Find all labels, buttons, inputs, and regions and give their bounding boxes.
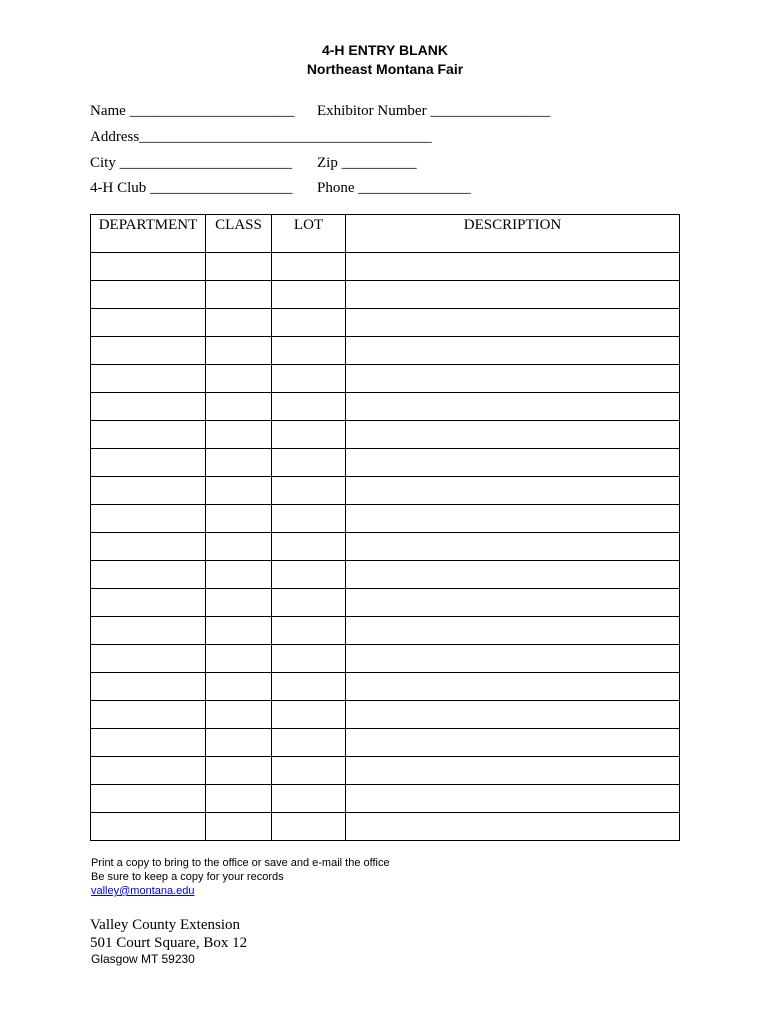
cell-department[interactable] — [91, 645, 206, 673]
cell-class[interactable] — [206, 785, 272, 813]
cell-description[interactable] — [346, 365, 680, 393]
cell-lot[interactable] — [272, 505, 346, 533]
cell-description[interactable] — [346, 757, 680, 785]
cell-class[interactable] — [206, 309, 272, 337]
club-field[interactable]: 4-H Club ___________________ — [90, 180, 293, 196]
form-header — [0, 41, 770, 79]
cell-department[interactable] — [91, 449, 206, 477]
table-row — [91, 365, 680, 393]
cell-lot[interactable] — [272, 673, 346, 701]
cell-lot[interactable] — [272, 309, 346, 337]
table-header-row — [91, 215, 680, 253]
cell-department[interactable] — [91, 253, 206, 281]
cell-department[interactable] — [91, 701, 206, 729]
entry-table — [90, 214, 680, 841]
cell-class[interactable] — [206, 813, 272, 841]
footer-note-keep: Be sure to keep a copy for your records — [91, 871, 284, 883]
table-row — [91, 617, 680, 645]
cell-description[interactable] — [346, 813, 680, 841]
cell-department[interactable] — [91, 533, 206, 561]
cell-class[interactable] — [206, 645, 272, 673]
cell-description[interactable] — [346, 477, 680, 505]
cell-description[interactable] — [346, 309, 680, 337]
table-row — [91, 309, 680, 337]
cell-class[interactable] — [206, 421, 272, 449]
cell-class[interactable] — [206, 337, 272, 365]
cell-department[interactable] — [91, 337, 206, 365]
cell-department[interactable] — [91, 757, 206, 785]
address-field[interactable]: Address_______________________________________ — [90, 129, 432, 145]
table-row — [91, 337, 680, 365]
cell-class[interactable] — [206, 617, 272, 645]
phone-field[interactable]: Phone _______________ — [317, 180, 471, 196]
table-row — [91, 589, 680, 617]
org-street: 501 Court Square, Box 12 — [90, 935, 248, 951]
cell-department[interactable] — [91, 589, 206, 617]
cell-lot[interactable] — [272, 729, 346, 757]
cell-lot[interactable] — [272, 421, 346, 449]
cell-department[interactable] — [91, 813, 206, 841]
cell-department[interactable] — [91, 617, 206, 645]
cell-lot[interactable] — [272, 617, 346, 645]
cell-lot[interactable] — [272, 533, 346, 561]
header-class: CLASS — [206, 215, 272, 253]
cell-class[interactable] — [206, 561, 272, 589]
cell-class[interactable] — [206, 477, 272, 505]
cell-description[interactable] — [346, 393, 680, 421]
cell-lot[interactable] — [272, 589, 346, 617]
table-row — [91, 421, 680, 449]
cell-class[interactable] — [206, 365, 272, 393]
cell-class[interactable] — [206, 589, 272, 617]
table-row — [91, 477, 680, 505]
cell-lot[interactable] — [272, 701, 346, 729]
cell-department[interactable] — [91, 477, 206, 505]
cell-description[interactable] — [346, 505, 680, 533]
table-row — [91, 393, 680, 421]
cell-department[interactable] — [91, 365, 206, 393]
cell-lot[interactable] — [272, 813, 346, 841]
cell-description[interactable] — [346, 533, 680, 561]
cell-lot[interactable] — [272, 645, 346, 673]
cell-department[interactable] — [91, 673, 206, 701]
table-row — [91, 533, 680, 561]
table-row — [91, 561, 680, 589]
cell-description[interactable] — [346, 617, 680, 645]
cell-description[interactable] — [346, 337, 680, 365]
cell-description[interactable] — [346, 729, 680, 757]
table-row — [91, 729, 680, 757]
cell-description[interactable] — [346, 253, 680, 281]
cell-lot[interactable] — [272, 757, 346, 785]
cell-lot[interactable] — [272, 393, 346, 421]
cell-class[interactable] — [206, 533, 272, 561]
cell-description[interactable] — [346, 589, 680, 617]
cell-lot[interactable] — [272, 477, 346, 505]
exhibitor-number-field[interactable]: Exhibitor Number ________________ — [317, 103, 551, 119]
name-field[interactable]: Name ______________________ — [90, 103, 295, 119]
zip-field[interactable]: Zip __________ — [317, 155, 417, 171]
cell-department[interactable] — [91, 281, 206, 309]
cell-class[interactable] — [206, 505, 272, 533]
cell-class[interactable] — [206, 449, 272, 477]
cell-class[interactable] — [206, 757, 272, 785]
org-city-state: Glasgow MT 59230 — [91, 952, 195, 966]
cell-lot[interactable] — [272, 449, 346, 477]
cell-class[interactable] — [206, 393, 272, 421]
table-row — [91, 757, 680, 785]
city-field[interactable]: City _______________________ — [90, 155, 293, 171]
table-row — [91, 785, 680, 813]
table-row — [91, 701, 680, 729]
header-lot: LOT — [272, 215, 346, 253]
header-description: DESCRIPTION — [346, 215, 680, 253]
cell-class[interactable] — [206, 281, 272, 309]
table-row — [91, 505, 680, 533]
cell-class[interactable] — [206, 701, 272, 729]
cell-description[interactable] — [346, 281, 680, 309]
table-row — [91, 449, 680, 477]
cell-lot[interactable] — [272, 253, 346, 281]
cell-lot[interactable] — [272, 281, 346, 309]
cell-class[interactable] — [206, 253, 272, 281]
cell-description[interactable] — [346, 449, 680, 477]
email-link[interactable]: valley@montana.edu — [91, 885, 195, 897]
table-row — [91, 673, 680, 701]
cell-description[interactable] — [346, 785, 680, 813]
entry-table-body — [91, 253, 680, 841]
cell-department[interactable] — [91, 505, 206, 533]
cell-lot[interactable] — [272, 365, 346, 393]
cell-department[interactable] — [91, 309, 206, 337]
cell-class[interactable] — [206, 673, 272, 701]
table-row — [91, 281, 680, 309]
cell-department[interactable] — [91, 729, 206, 757]
table-row — [91, 645, 680, 673]
form-subtitle: Northeast Montana Fair — [306, 61, 464, 77]
form-title: 4-H ENTRY BLANK — [321, 42, 448, 58]
cell-description[interactable] — [346, 673, 680, 701]
table-row — [91, 813, 680, 841]
org-name: Valley County Extension — [90, 917, 240, 933]
cell-lot[interactable] — [272, 561, 346, 589]
header-department: DEPARTMENT — [91, 215, 206, 253]
cell-lot[interactable] — [272, 337, 346, 365]
cell-lot[interactable] — [272, 785, 346, 813]
cell-description[interactable] — [346, 645, 680, 673]
cell-department[interactable] — [91, 561, 206, 589]
table-row — [91, 253, 680, 281]
footer-note-print: Print a copy to bring to the office or save and e-mail the office — [91, 857, 390, 869]
cell-class[interactable] — [206, 729, 272, 757]
cell-description[interactable] — [346, 421, 680, 449]
cell-department[interactable] — [91, 393, 206, 421]
cell-department[interactable] — [91, 785, 206, 813]
cell-department[interactable] — [91, 421, 206, 449]
cell-description[interactable] — [346, 701, 680, 729]
cell-description[interactable] — [346, 561, 680, 589]
